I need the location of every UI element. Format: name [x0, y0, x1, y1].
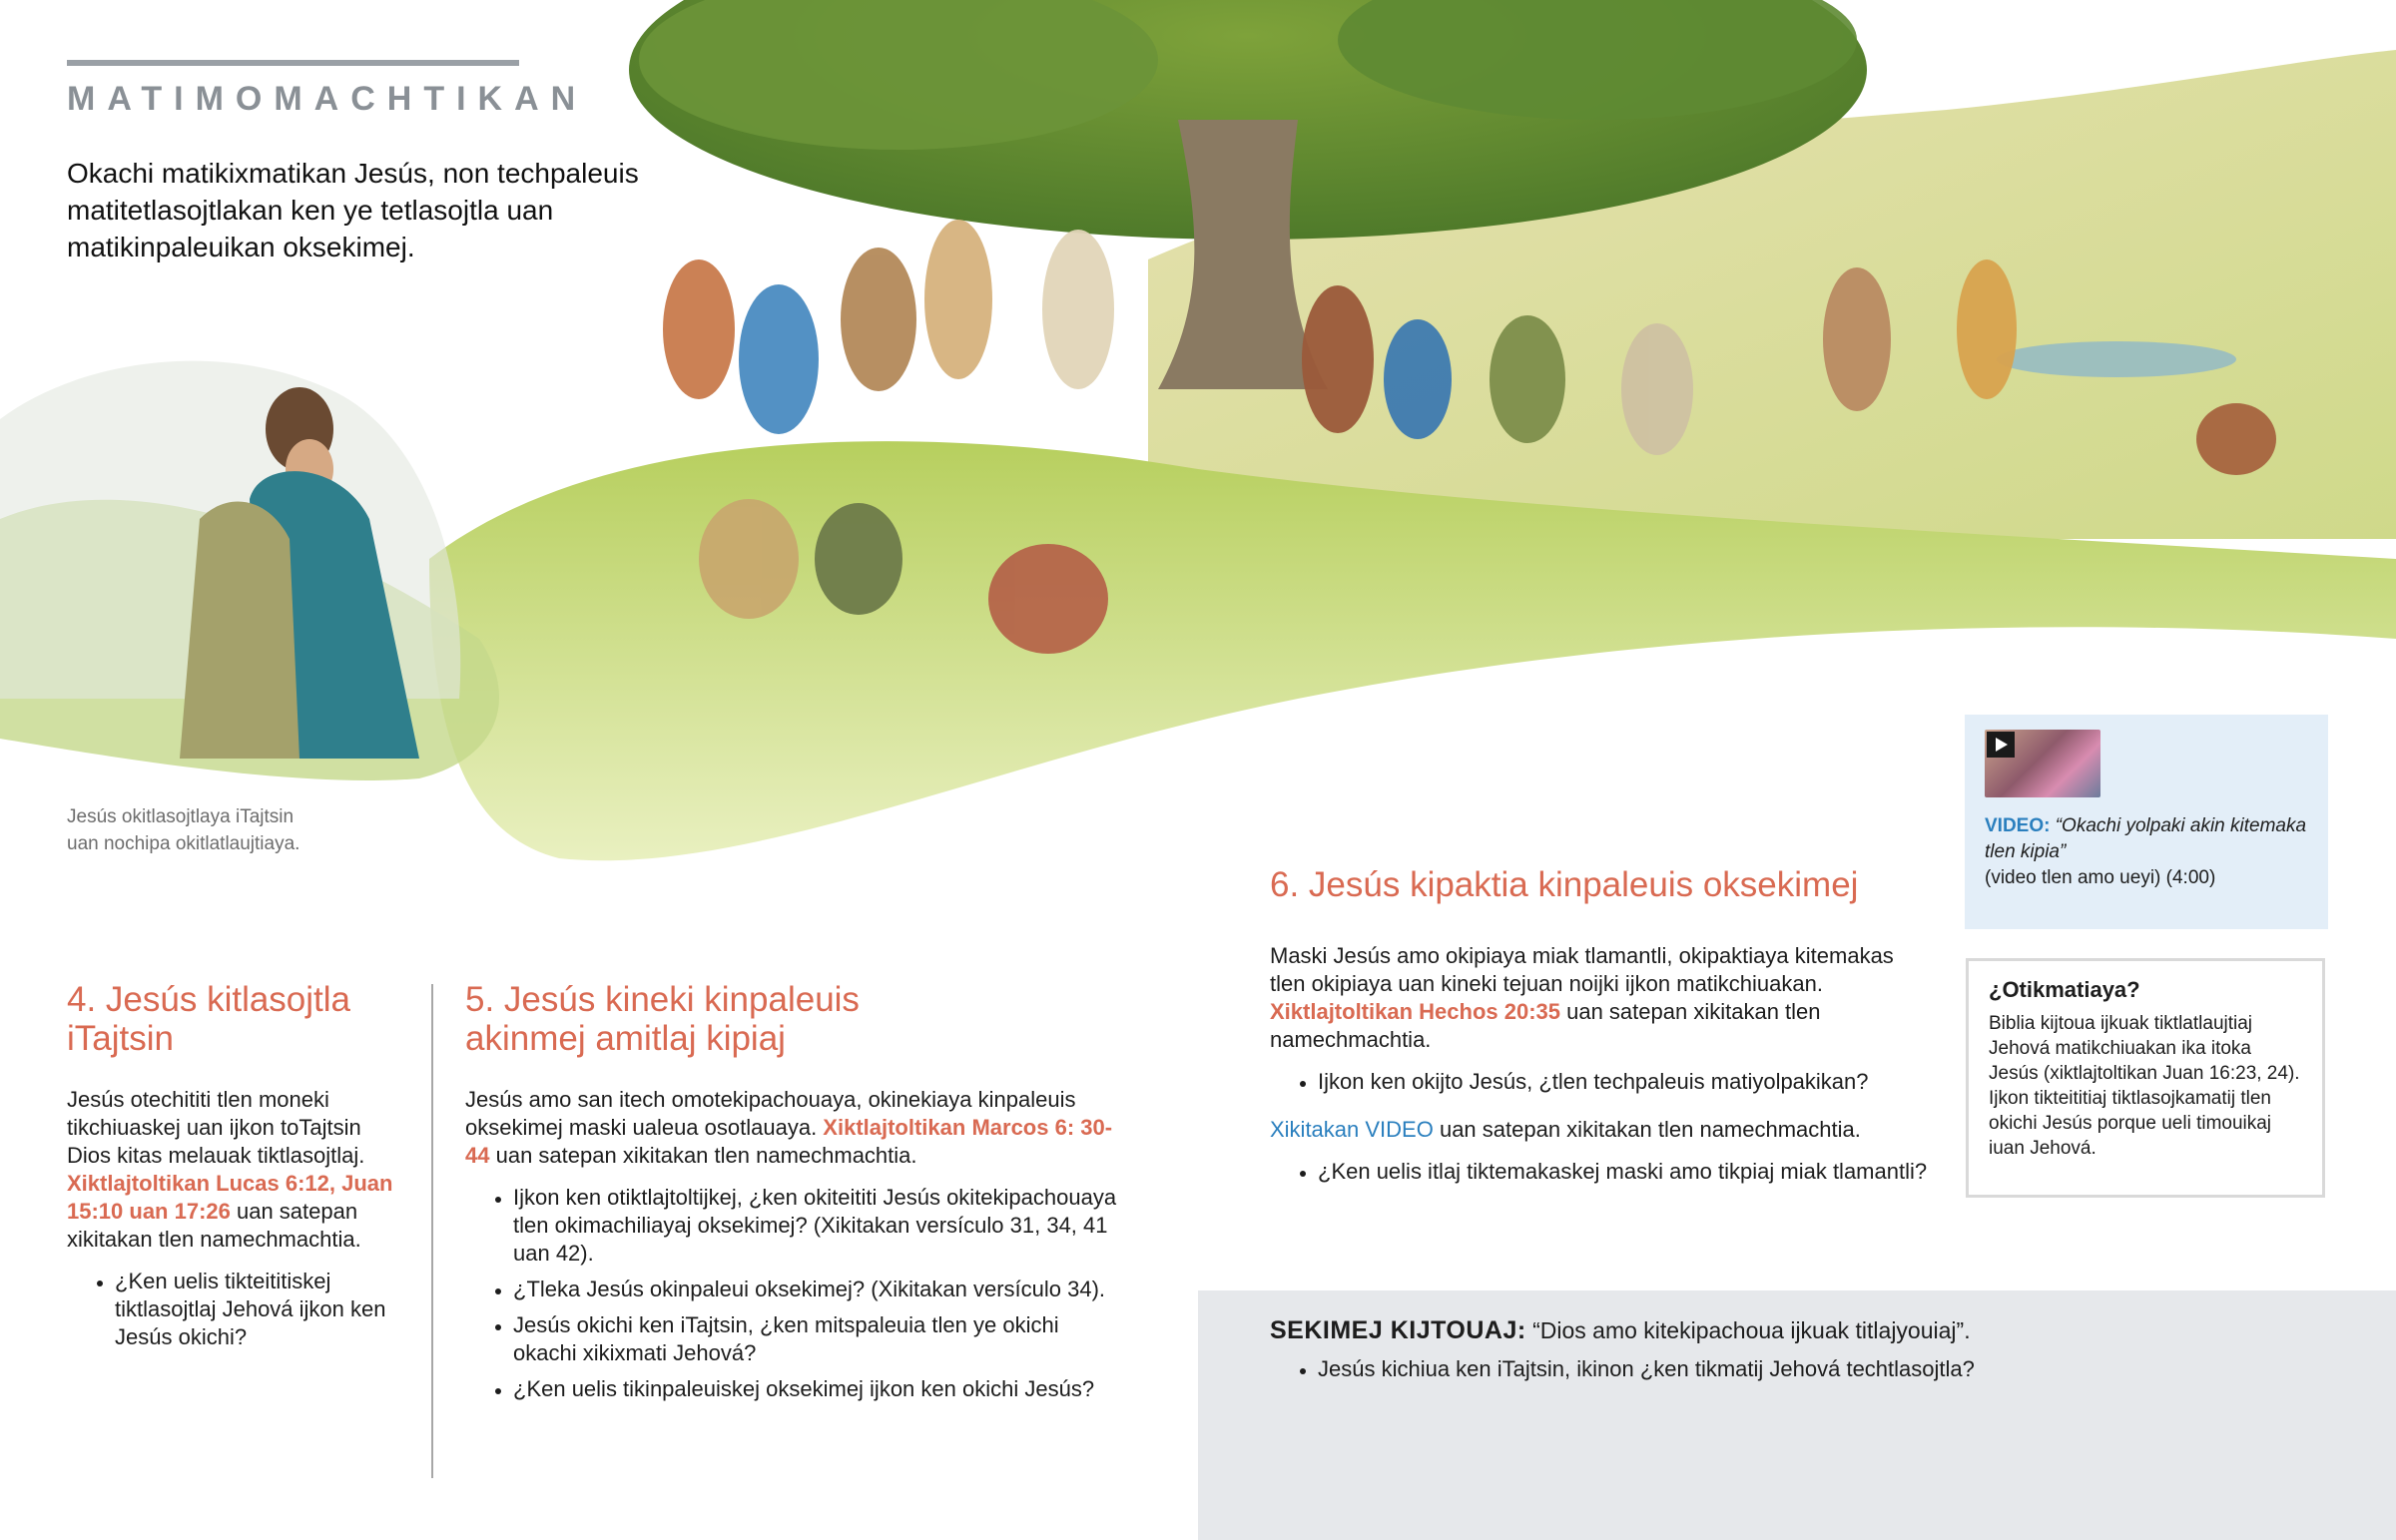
section-5-body: Jesús amo san itech omotekipachouaya, okinekiaya kinpaleuis oksekimej maski ualeua osotlauaya. Xiktlajtoltikan Marcos 6: 30-44 uan satepan xikitakan tlen namechmachtia.: [465, 1087, 1113, 1168]
section-6-questions-a: [1270, 1068, 1929, 1096]
question-item: • Jesús okichi ken iTajtsin, ¿ken mitspaleuia tlen ye okichi okachi xikixmati Jehová?: [513, 1311, 1124, 1367]
section-title-rule: [67, 60, 519, 66]
play-icon[interactable]: [1987, 732, 2015, 758]
question-item: • Jesús kichiua ken iTajtsin, ikinon ¿ken tikmatij Jehová techtlasojtla?: [1318, 1355, 2368, 1383]
caption-line-1: Jesús okitlasojtlaya iTajtsin: [67, 806, 295, 827]
summary-questions: [1270, 1355, 2368, 1383]
question-item: • ¿Ken uelis tikinpaleuiskej oksekimej ijkon ken okichi Jesús?: [513, 1375, 1124, 1403]
video-meta: (video tlen amo ueyi) (4:00): [1985, 867, 2216, 888]
caption-line-2: uan nochipa okitlatlaujtiaya.: [67, 833, 300, 854]
did-you-know-box: [1966, 958, 2325, 1198]
illustration-caption: [67, 803, 366, 857]
section-4: [67, 980, 396, 1359]
video-box-text: [1985, 813, 2314, 891]
question-item: • Ijkon ken okijto Jesús, ¿tlen techpaleuis matiyolpakikan?: [1318, 1068, 1929, 1096]
section-title: MATIMOMACHTIKAN: [67, 80, 588, 118]
question-item: • ¿Ken uelis itlaj tiktemakaskej maski amo tikpiaj miak tlamantli?: [1318, 1158, 1929, 1186]
intro-text: Okachi matikixmatikan Jesús, non techpaleuis matitetlasojtlakan ken ye tetlasojtla uan matikinpaleuikan oksekimej.: [67, 158, 639, 262]
section-6-reference[interactable]: Xiktlajtoltikan Hechos 20:35: [1270, 999, 1560, 1024]
did-you-know-title: ¿Otikmatiaya?: [1989, 977, 2140, 1002]
did-you-know-body: Biblia kijtoua ijkuak tiktlatlaujtiaj Jehová matikchiuakan ika itoka Jesús (xiktlajtoltikan Juan 16:23, 24). Ijkon tikteititiaj tiktlasojkamatij tlen okichi Jesús porque ueli timouikaj iuan Jehová.: [1989, 1013, 2300, 1159]
section-4-body: Jesús otechititi tlen moneki tikchiuaskej uan ijkon toTajtsin Dios kitas melauak tiktlasojtlaj. Xiktlajtoltikan Lucas 6:12, Juan 15:10 uan 17:26 uan satepan xikitakan tlen namechmachtia.: [67, 1087, 393, 1252]
lake: [1997, 341, 2236, 377]
section-5-title: 5. Jesús kineki kinpaleuis akinmej amitlaj kipiaj: [465, 980, 860, 1058]
summary-label: SEKIMEJ KIJTOUAJ:: [1270, 1316, 1526, 1344]
section-6-video-line: Xikitakan VIDEO uan satepan xikitakan tlen namechmachtia.: [1270, 1117, 1861, 1142]
video-label: VIDEO:: [1985, 815, 2051, 836]
section-5-questions: [465, 1184, 1124, 1403]
section-4-reference[interactable]: Xiktlajtoltikan Lucas 6:12, Juan 15:10 uan 17:26: [67, 1171, 393, 1224]
section-6-title: 6. Jesús kipaktia kinpaleuis oksekimej: [1270, 865, 1859, 904]
section-6-body: Maski Jesús amo okipiaya miak tlamantli, okipaktiaya kitemakas tlen okipiaya uan kineki tejuan noijki ijkon matikchiuakan. Xiktlajtoltikan Hechos 20:35 uan satepan xikitakan tlen namechmachtia.: [1270, 943, 1894, 1052]
question-item: • ¿Ken uelis tikteititiskej tiktlasojtlaj Jehová ijkon ken Jesús okichi?: [115, 1268, 396, 1351]
section-5: [465, 980, 1124, 1411]
section-5-reference[interactable]: Xiktlajtoltikan Marcos 6: 30-44: [465, 1115, 1113, 1168]
section-4-title: 4. Jesús kitlasojtla iTajtsin: [67, 980, 351, 1058]
section-4-questions: [67, 1268, 396, 1351]
section-6: [1270, 865, 1929, 1194]
question-item: • ¿Tleka Jesús okinpaleui oksekimej? (Xikitakan versículo 34).: [513, 1276, 1124, 1303]
question-item: • Ijkon ken otiktlajtoltijkej, ¿ken okiteititi Jesús okitekipachouaya tlen okimachiliayaj oksekimej? (Xikitakan versículo 31, 34, 41 uan 42).: [513, 1184, 1124, 1268]
section-6-questions-b: [1270, 1158, 1929, 1186]
column-divider: [431, 984, 433, 1478]
summary-content: [1270, 1315, 2368, 1391]
video-title[interactable]: “Okachi yolpaki akin kitemaka tlen kipia”: [1985, 815, 2307, 862]
summary-statement: SEKIMEJ KIJTOUAJ: “Dios amo kitekipachoua ijkuak titlajyouiaj”.: [1270, 1316, 1971, 1344]
video-link[interactable]: Xikitakan VIDEO: [1270, 1117, 1434, 1142]
